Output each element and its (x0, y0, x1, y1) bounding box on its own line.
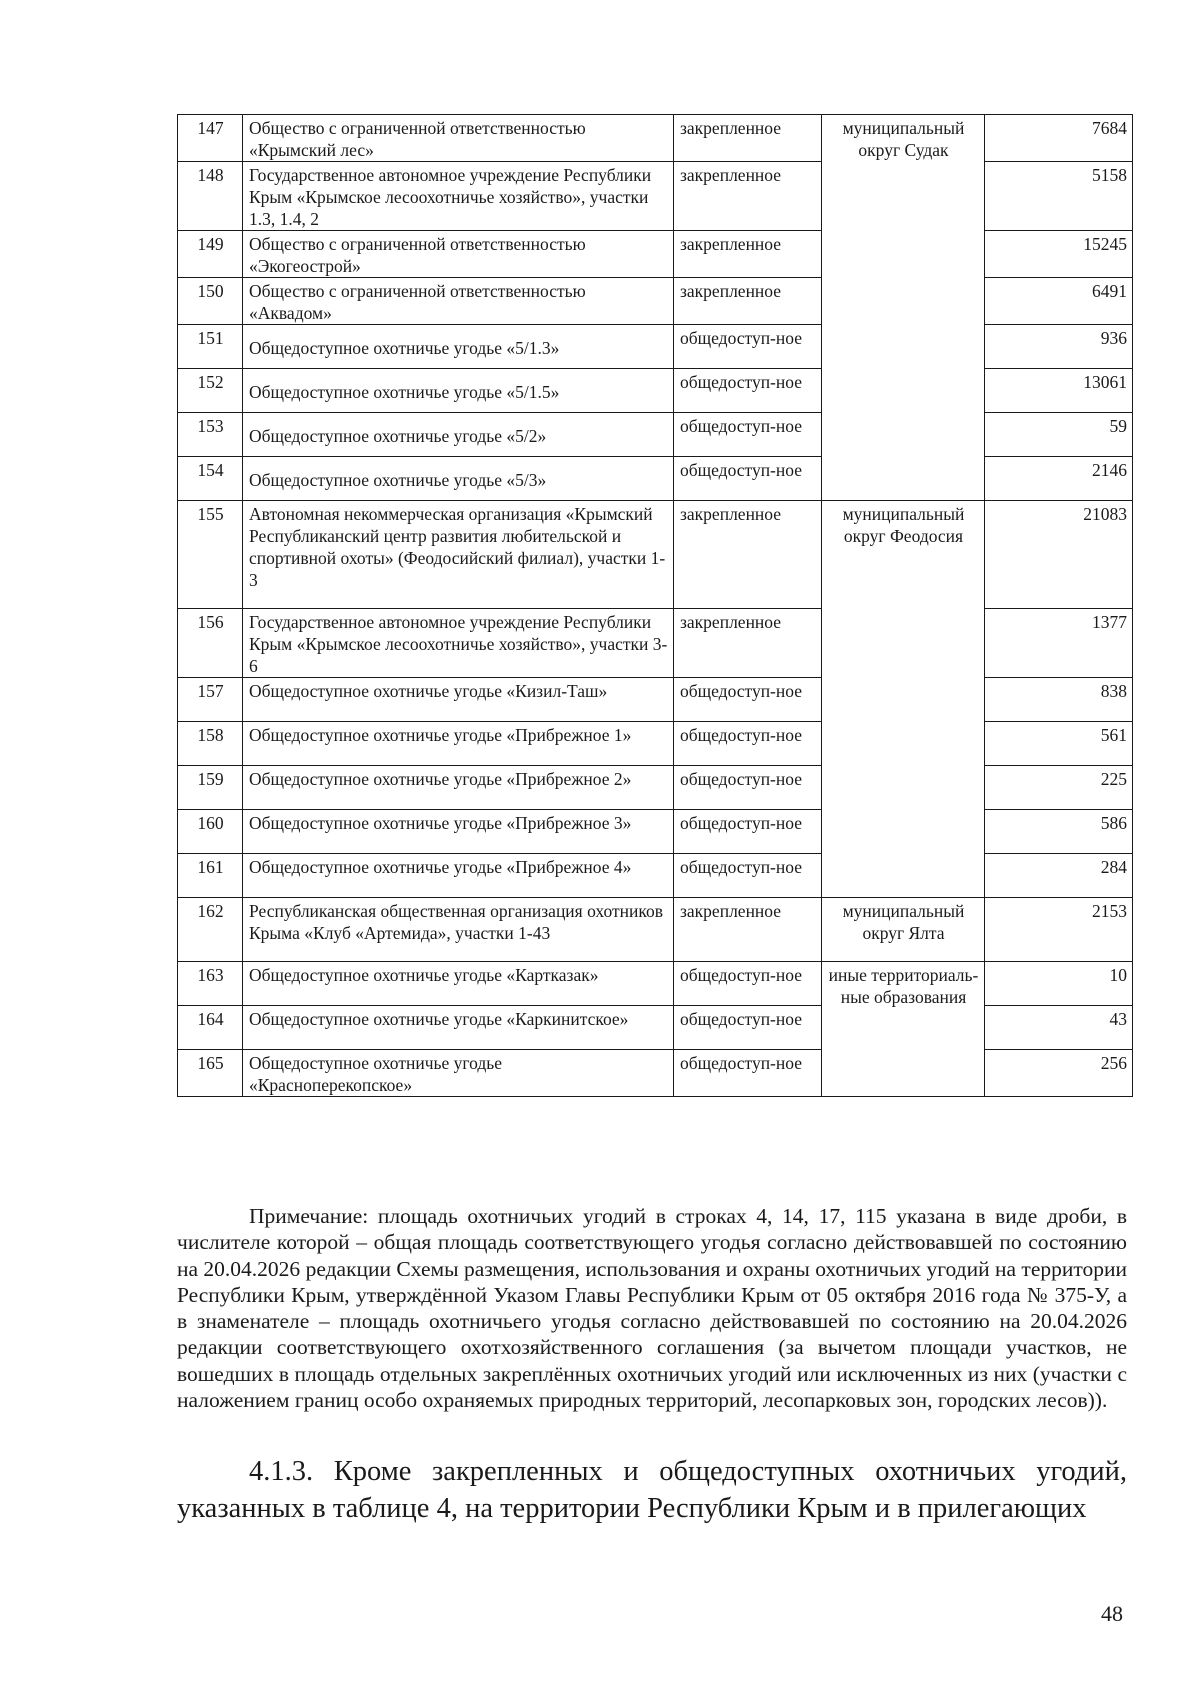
district-cell-yalta: муниципальный округ Ялта (822, 898, 985, 962)
row-number: 155 (178, 501, 243, 609)
row-category: закрепленное (674, 609, 822, 678)
row-number: 160 (178, 810, 243, 854)
note-paragraph: Примечание: площадь охотничьих угодий в строках 4, 14, 17, 115 указана в виде дроби, в числителе которой – общая площадь соответствующего угодья согласно действовавшей по состоянию на 20.04.2026 редакции Схемы размещения, использования и охраны охотничьих угодий на территории Республики Крым, утверждённой Указом Главы Республики Крым от 05 октября 2016 года № 375-У, а в знаменателе – площадь охотничьего угодья согласно действовавшей по состоянию на 20.04.2026 редакции соответствующего охотхозяйственного соглашения (за вычетом площади участков, не вошедших в площадь отдельных закреплённых охотничьих угодий или исключенных из них (участки с наложением границ особо охраняемых природных территорий, лесопарковых зон, городских лесов)). (177, 1204, 1127, 1413)
row-area: 586 (985, 810, 1133, 854)
row-number: 156 (178, 609, 243, 678)
table-body (178, 115, 1133, 1097)
table-row (178, 962, 1133, 1006)
row-number: 165 (178, 1050, 243, 1097)
row-name: Общедоступное охотничье угодье «Прибрежное 3» (243, 810, 674, 854)
table-row (178, 278, 1133, 325)
table-row (178, 678, 1133, 722)
row-area: 21083 (985, 501, 1133, 609)
row-area: 838 (985, 678, 1133, 722)
row-category: закрепленное (674, 898, 822, 962)
row-name (243, 457, 674, 501)
table-row (178, 854, 1133, 898)
row-number: 157 (178, 678, 243, 722)
row-name-text: Общедоступное охотничье угодье «5/2» (249, 426, 547, 446)
district-cell-sudak: муниципальный округ Судак (822, 115, 985, 501)
row-number: 158 (178, 722, 243, 766)
row-area: 225 (985, 766, 1133, 810)
row-number: 161 (178, 854, 243, 898)
row-name: Общество с ограниченной ответственностью «Крымский лес» (243, 115, 674, 162)
table-row (178, 609, 1133, 678)
page-number: 48 (1101, 1601, 1123, 1626)
row-category: закрепленное (674, 231, 822, 278)
district-cell-feodosia: муниципальный округ Феодосия (822, 501, 985, 898)
row-name: Общедоступное охотничье угодье «Картказак» (243, 962, 674, 1006)
row-name: Государственное автономное учреждение Республики Крым «Крымское лесоохотничье хозяйство», участки 3-6 (243, 609, 674, 678)
row-number: 151 (178, 325, 243, 369)
row-name: Общедоступное охотничье угодье «Каркинитское» (243, 1006, 674, 1050)
row-category: закрепленное (674, 501, 822, 609)
row-area: 10 (985, 962, 1133, 1006)
row-area: 284 (985, 854, 1133, 898)
row-name: Общедоступное охотничье угодье «Прибрежное 1» (243, 722, 674, 766)
row-area: 59 (985, 413, 1133, 457)
row-name: Общедоступное охотничье угодье «Красноперекопское» (243, 1050, 674, 1097)
table-row (178, 1050, 1133, 1097)
row-category: общедоступ-ное (674, 413, 822, 457)
row-number: 159 (178, 766, 243, 810)
table-row (178, 369, 1133, 413)
row-name: Общедоступное охотничье угодье «Кизил-Таш» (243, 678, 674, 722)
table-row (178, 115, 1133, 162)
row-area: 7684 (985, 115, 1133, 162)
row-name (243, 413, 674, 457)
row-name (243, 369, 674, 413)
row-name: Общество с ограниченной ответственностью «Экогеострой» (243, 231, 674, 278)
row-category: закрепленное (674, 115, 822, 162)
row-category: общедоступ-ное (674, 1006, 822, 1050)
district-cell-other: иные территориаль-ные образования (822, 962, 985, 1097)
hunting-grounds-table (177, 114, 1133, 1097)
row-number: 163 (178, 962, 243, 1006)
row-category: общедоступ-ное (674, 962, 822, 1006)
row-name: Общедоступное охотничье угодье «Прибрежное 2» (243, 766, 674, 810)
row-area: 2153 (985, 898, 1133, 962)
table-row (178, 501, 1133, 609)
table-row (178, 231, 1133, 278)
row-number: 149 (178, 231, 243, 278)
row-area: 561 (985, 722, 1133, 766)
table-row (178, 898, 1133, 962)
row-category: общедоступ-ное (674, 722, 822, 766)
row-category: общедоступ-ное (674, 369, 822, 413)
row-number: 162 (178, 898, 243, 962)
row-area: 13061 (985, 369, 1133, 413)
table-row (178, 1006, 1133, 1050)
row-category: общедоступ-ное (674, 810, 822, 854)
row-name-text: Общедоступное охотничье угодье «5/1.5» (249, 382, 560, 402)
row-area: 1377 (985, 609, 1133, 678)
row-category: общедоступ-ное (674, 766, 822, 810)
row-category: общедоступ-ное (674, 325, 822, 369)
table-row (178, 810, 1133, 854)
row-area: 15245 (985, 231, 1133, 278)
row-category: общедоступ-ное (674, 457, 822, 501)
table-row (178, 722, 1133, 766)
row-number: 153 (178, 413, 243, 457)
row-number: 148 (178, 162, 243, 231)
row-name (243, 325, 674, 369)
row-area: 5158 (985, 162, 1133, 231)
row-category: общедоступ-ное (674, 1050, 822, 1097)
row-number: 152 (178, 369, 243, 413)
row-area: 2146 (985, 457, 1133, 501)
row-name-text: Общедоступное охотничье угодье «5/3» (249, 470, 547, 490)
row-name-text: Общедоступное охотничье угодье «5/1.3» (249, 338, 560, 358)
table-row (178, 766, 1133, 810)
row-name: Республиканская общественная организация охотников Крыма «Клуб «Артемида», участки 1-43 (243, 898, 674, 962)
row-number: 150 (178, 278, 243, 325)
row-number: 164 (178, 1006, 243, 1050)
row-category: закрепленное (674, 278, 822, 325)
row-area: 256 (985, 1050, 1133, 1097)
row-name: Государственное автономное учреждение Республики Крым «Крымское лесоохотничье хозяйство», участки 1.3, 1.4, 2 (243, 162, 674, 231)
row-name: Автономная некоммерческая организация «Крымский Республиканский центр развития любительской и спортивной охоты» (Феодосийский филиал), участки 1-3 (243, 501, 674, 609)
row-category: общедоступ-ное (674, 854, 822, 898)
table-row (178, 457, 1133, 501)
row-name: Общество с ограниченной ответственностью «Аквадом» (243, 278, 674, 325)
section-paragraph: 4.1.3. Кроме закрепленных и общедоступных охотничьих угодий, указанных в таблице 4, на территории Республики Крым и в прилегающих (177, 1456, 1127, 1524)
table-row (178, 162, 1133, 231)
table-row (178, 325, 1133, 369)
table-row (178, 413, 1133, 457)
row-category: закрепленное (674, 162, 822, 231)
row-category: общедоступ-ное (674, 678, 822, 722)
row-name: Общедоступное охотничье угодье «Прибрежное 4» (243, 854, 674, 898)
row-area: 43 (985, 1006, 1133, 1050)
row-number: 154 (178, 457, 243, 501)
row-number: 147 (178, 115, 243, 162)
row-area: 6491 (985, 278, 1133, 325)
row-area: 936 (985, 325, 1133, 369)
